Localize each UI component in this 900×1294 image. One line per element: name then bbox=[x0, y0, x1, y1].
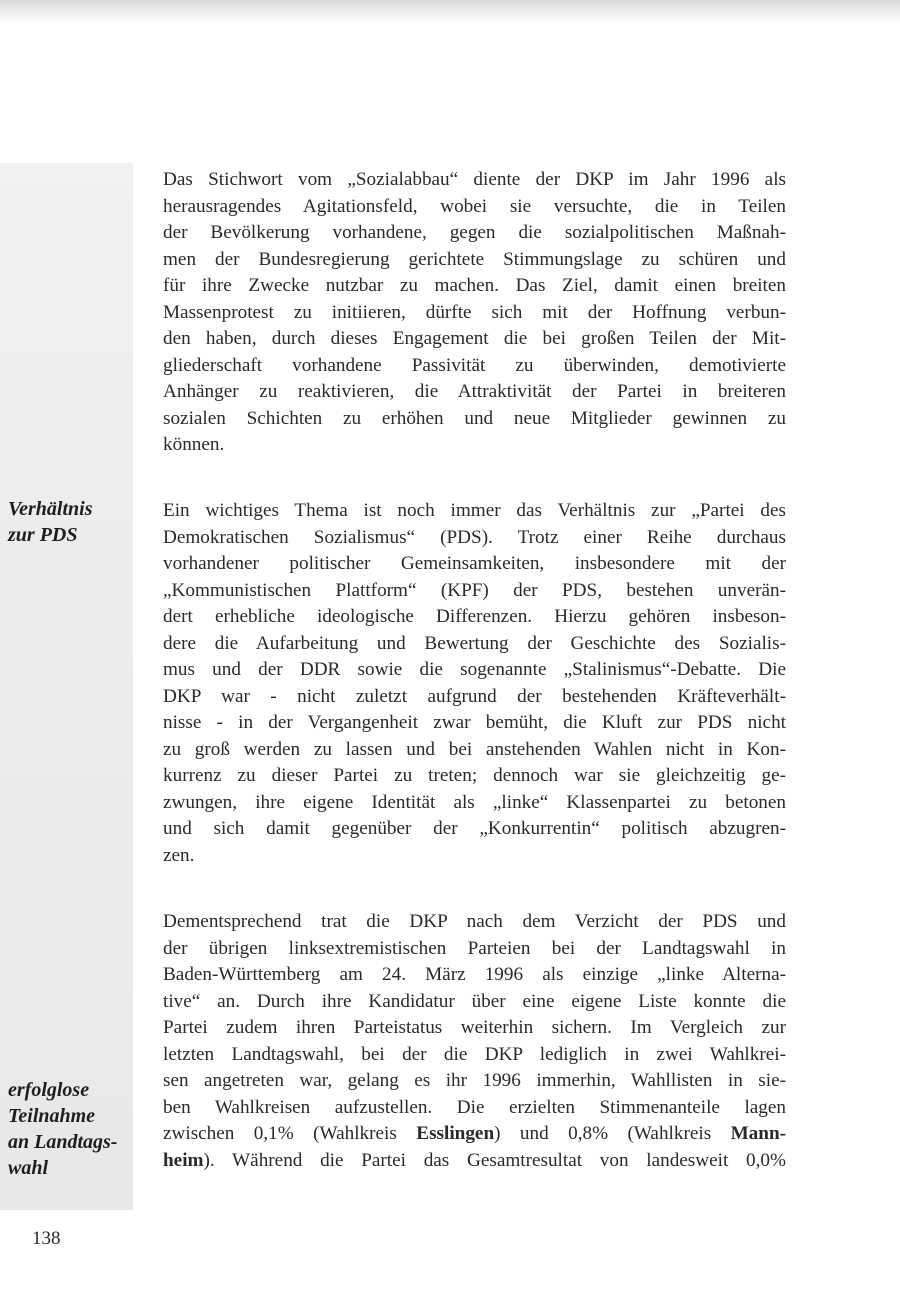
text-line: dere die Aufarbeitung und Bewertung der Geschichte des Sozialis- bbox=[163, 632, 786, 654]
text-line: kurrenz zu dieser Partei zu treten; dennoch war sie gleichzeitig ge- bbox=[163, 765, 786, 786]
margin-note-line: Verhältnis bbox=[8, 498, 93, 520]
text-line: ben Wahlkreisen aufzustellen. Die erzielten Stimmenanteile lagen bbox=[163, 1096, 786, 1118]
text-run: ). Während die Partei das Gesamtresultat von landesweit 0,0% bbox=[203, 1149, 786, 1171]
text-run: zwischen 0,1% (Wahlkreis bbox=[163, 1123, 417, 1144]
text-line: herausragendes Agitationsfeld, wobei sie versuchte, die in Teilen bbox=[163, 195, 786, 217]
text-line: Baden-Württemberg am 24. März 1996 als einzige „linke Alterna- bbox=[163, 964, 786, 985]
text-line: Anhänger zu reaktivieren, die Attraktivität der Partei in breiteren bbox=[163, 381, 786, 402]
margin-note-line: an Landtags- bbox=[8, 1131, 118, 1153]
margin-column bbox=[0, 163, 133, 1210]
text-line-mixed bbox=[163, 1121, 786, 1148]
text-line: Massenprotest zu initiieren, dürfte sich mit der Hoffnung verbun- bbox=[163, 301, 786, 323]
text-line: dert erhebliche ideologische Differenzen. Hierzu gehören insbeson- bbox=[163, 606, 786, 627]
margin-note-line: zur PDS bbox=[8, 524, 78, 546]
margin-note-line: erfolglose bbox=[8, 1079, 90, 1101]
text-line: Dementsprechend trat die DKP nach dem Verzicht der PDS und bbox=[163, 911, 786, 932]
text-line: men der Bundesregierung gerichtete Stimmungslage zu schüren und bbox=[163, 248, 786, 270]
paragraph-sozialabbau bbox=[163, 167, 786, 459]
text-line: gliederschaft vorhandene Passivität zu überwinden, demotivierte bbox=[163, 354, 786, 376]
text-line: Demokratischen Sozialismus“ (PDS). Trotz einer Reihe durchaus bbox=[163, 526, 786, 548]
text-line: Partei zudem ihren Parteistatus weiterhin sichern. Im Vergleich zur bbox=[163, 1017, 786, 1038]
text-line: „Kommunistischen Plattform“ (KPF) der PDS, bestehen unverän- bbox=[163, 579, 786, 601]
text-line: DKP war - nicht zuletzt aufgrund der bestehenden Kräfteverhält- bbox=[163, 685, 786, 707]
text-line: Das Stichwort vom „Sozialabbau“ diente der DKP im Jahr 1996 als bbox=[163, 169, 786, 190]
margin-note-pds bbox=[8, 496, 132, 548]
text-line: zen. bbox=[163, 844, 195, 866]
text-line: sozialen Schichten zu erhöhen und neue Mitglieder gewinnen zu bbox=[163, 407, 786, 429]
text-line-mixed bbox=[163, 1148, 786, 1175]
text-line: für ihre Zwecke nutzbar zu machen. Das Ziel, damit einen breiten bbox=[163, 275, 786, 296]
margin-note-landtagswahl bbox=[8, 1077, 132, 1181]
text-line: können. bbox=[163, 434, 225, 455]
text-line: letzten Landtagswahl, bei der die DKP lediglich in zwei Wahlkrei- bbox=[163, 1043, 786, 1065]
text-line: den haben, durch dieses Engagement die bei großen Teilen der Mit- bbox=[163, 328, 786, 349]
place-name-esslingen: Esslingen bbox=[416, 1123, 495, 1144]
scan-top-shadow bbox=[0, 0, 900, 24]
text-line: nisse - in der Vergangenheit zwar bemüht, die Kluft zur PDS nicht bbox=[163, 712, 786, 733]
text-line: der übrigen linksextremistischen Parteien bei der Landtagswahl in bbox=[163, 937, 786, 959]
paragraph-verhaeltnis-pds bbox=[163, 498, 786, 869]
margin-note-line: wahl bbox=[8, 1157, 49, 1179]
text-line: mus und der DDR sowie die sogenannte „Stalinismus“-Debatte. Die bbox=[163, 659, 786, 680]
place-name-mannheim-part1: Mann- bbox=[730, 1123, 786, 1144]
text-run: ) und 0,8% (Wahlkreis bbox=[494, 1123, 731, 1144]
text-line: sen angetreten war, gelang es ihr 1996 immerhin, Wahllisten in sie- bbox=[163, 1070, 786, 1091]
text-line: und sich damit gegenüber der „Konkurrentin“ politisch abzugren- bbox=[163, 818, 786, 839]
text-line: zu groß werden zu lassen und bei anstehenden Wahlen nicht in Kon- bbox=[163, 738, 786, 760]
text-line: vorhandener politischer Gemeinsamkeiten, insbesondere mit der bbox=[163, 553, 786, 574]
text-line: tive“ an. Durch ihre Kandidatur über eine eigene Liste konnte die bbox=[163, 990, 786, 1012]
margin-note-line: Teilnahme bbox=[8, 1105, 96, 1127]
place-name-mannheim-part2: heim bbox=[163, 1149, 204, 1171]
text-line: der Bevölkerung vorhandene, gegen die sozialpolitischen Maßnah- bbox=[163, 222, 786, 243]
page-number: 138 bbox=[32, 1228, 61, 1249]
paragraph-landtagswahl bbox=[163, 909, 786, 1174]
text-line: Ein wichtiges Thema ist noch immer das Verhältnis zur „Partei des bbox=[163, 500, 786, 521]
text-line: zwungen, ihre eigene Identität als „linke“ Klassenpartei zu betonen bbox=[163, 791, 786, 813]
